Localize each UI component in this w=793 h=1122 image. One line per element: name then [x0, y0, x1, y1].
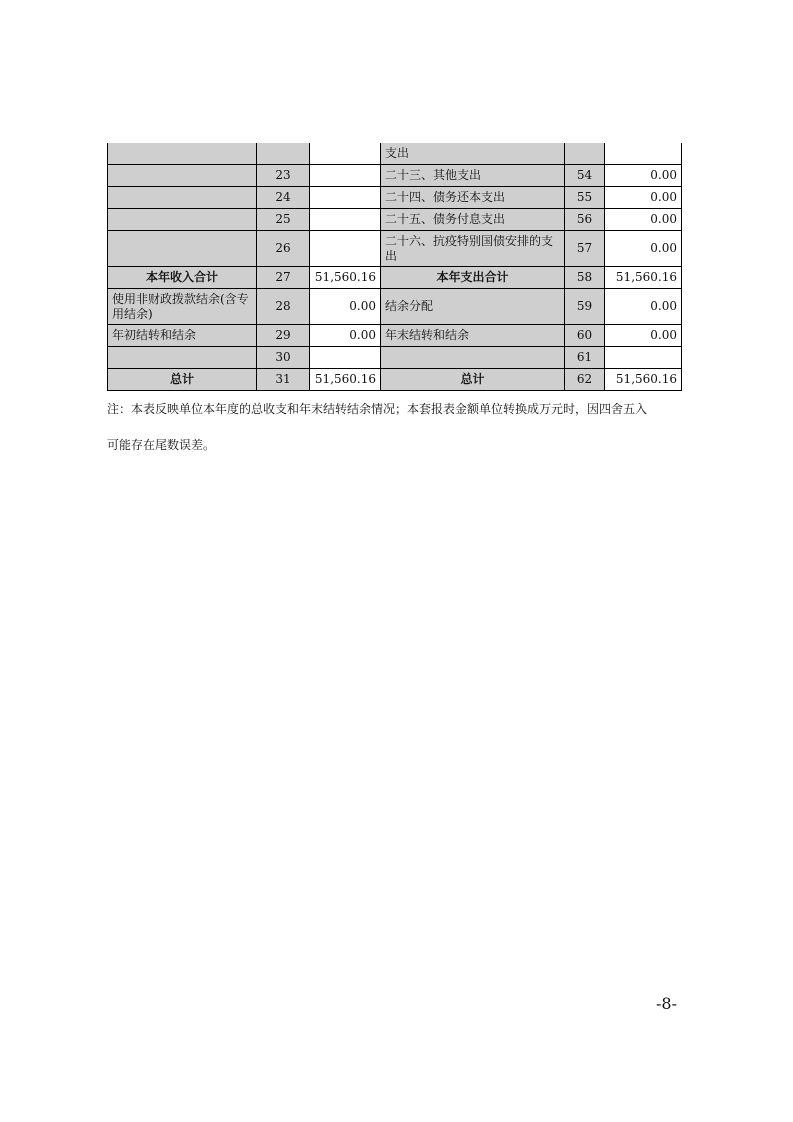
right-row-number: 56: [565, 209, 605, 231]
left-row-number: 26: [257, 231, 310, 267]
right-label-cell: 二十四、债务还本支出: [381, 187, 565, 209]
table-row: [108, 165, 682, 187]
right-amount-cell: [605, 347, 682, 369]
table-note: 注：本表反映单位本年度的总收支和年末结转结余情况；本套报表金额单位转换成万元时，因四舍五入: [107, 402, 648, 416]
left-amount-cell: 0.00: [310, 325, 381, 347]
right-row-number: 58: [565, 267, 605, 289]
right-label-cell: 总计: [381, 369, 565, 391]
right-amount-cell: 0.00: [605, 187, 682, 209]
right-label-cell: 年末结转和结余: [381, 325, 565, 347]
right-label-cell: [381, 347, 565, 369]
left-amount-cell: [310, 187, 381, 209]
left-label-cell: 总计: [108, 369, 257, 391]
right-label-cell: 结余分配: [381, 289, 565, 325]
left-row-number: 27: [257, 267, 310, 289]
table-row: [108, 289, 682, 325]
left-amount-cell: 0.00: [310, 289, 381, 325]
right-row-number: 55: [565, 187, 605, 209]
right-label-cell: 支出: [381, 143, 565, 165]
page-number: -8-: [656, 994, 677, 1013]
left-row-number: 29: [257, 325, 310, 347]
right-row-number: 61: [565, 347, 605, 369]
left-amount-cell: [310, 231, 381, 267]
left-amount-cell: [310, 165, 381, 187]
right-row-number: 62: [565, 369, 605, 391]
left-row-number: 23: [257, 165, 310, 187]
left-amount-cell: [310, 143, 381, 165]
table-row: [108, 209, 682, 231]
left-label-cell: [108, 143, 257, 165]
income-expenditure-table: [107, 143, 682, 391]
left-row-number: [257, 143, 310, 165]
left-row-number: 25: [257, 209, 310, 231]
right-row-number: 57: [565, 231, 605, 267]
table-row: [108, 187, 682, 209]
table-row: [108, 231, 682, 267]
left-label-cell: 本年收入合计: [108, 267, 257, 289]
left-label-cell: [108, 187, 257, 209]
right-row-number: 54: [565, 165, 605, 187]
left-label-cell: [108, 231, 257, 267]
right-amount-cell: 0.00: [605, 165, 682, 187]
left-label-cell: [108, 165, 257, 187]
left-label-cell: 年初结转和结余: [108, 325, 257, 347]
right-amount-cell: [605, 143, 682, 165]
right-amount-cell: 51,560.16: [605, 369, 682, 391]
left-amount-cell: [310, 209, 381, 231]
right-amount-cell: 51,560.16: [605, 267, 682, 289]
table-row: [108, 325, 682, 347]
left-label-cell: 使用非财政拨款结余(含专用结余): [108, 289, 257, 325]
left-label-cell: [108, 347, 257, 369]
right-amount-cell: 0.00: [605, 289, 682, 325]
right-row-number: [565, 143, 605, 165]
left-amount-cell: 51,560.16: [310, 267, 381, 289]
table-row: [108, 347, 682, 369]
right-amount-cell: 0.00: [605, 231, 682, 267]
right-label-cell: 二十三、其他支出: [381, 165, 565, 187]
left-amount-cell: [310, 347, 381, 369]
right-row-number: 59: [565, 289, 605, 325]
right-amount-cell: 0.00: [605, 325, 682, 347]
right-label-cell: 本年支出合计: [381, 267, 565, 289]
left-amount-cell: 51,560.16: [310, 369, 381, 391]
left-row-number: 30: [257, 347, 310, 369]
left-row-number: 28: [257, 289, 310, 325]
table-note-continued: 可能存在尾数误差。: [107, 438, 216, 452]
right-row-number: 60: [565, 325, 605, 347]
total-row: [108, 369, 682, 391]
table-row: [108, 143, 682, 165]
subtotal-row: [108, 267, 682, 289]
left-row-number: 31: [257, 369, 310, 391]
right-label-cell: 二十五、债务付息支出: [381, 209, 565, 231]
right-label-cell: 二十六、抗疫特别国债安排的支出: [381, 231, 565, 267]
right-amount-cell: 0.00: [605, 209, 682, 231]
left-label-cell: [108, 209, 257, 231]
left-row-number: 24: [257, 187, 310, 209]
